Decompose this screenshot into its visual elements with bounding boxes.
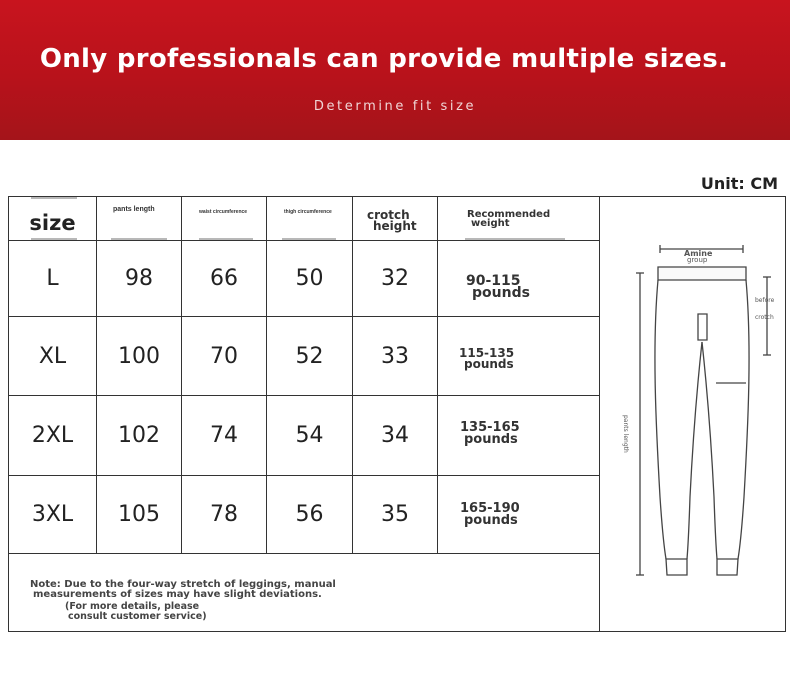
right-label-1: before	[755, 297, 775, 304]
cell-thigh: 56	[295, 502, 324, 527]
unit-label: Unit: CM	[700, 174, 778, 193]
cell-weight-range: 165-190	[460, 501, 520, 516]
cell-pants-length: 102	[118, 423, 160, 448]
header-banner	[0, 0, 790, 140]
header-underline	[31, 238, 77, 240]
cell-weight-unit: pounds	[464, 432, 518, 447]
note-line: Note: Due to the four-way stretch of leggings, manual	[30, 579, 336, 590]
header-underline	[199, 238, 253, 240]
cell-weight-unit: pounds	[472, 285, 530, 301]
note-line: consult customer service)	[68, 611, 207, 622]
left-leg-outer	[655, 280, 666, 559]
cell-thigh: 50	[295, 266, 324, 291]
header-thigh: thigh circumference	[284, 209, 332, 215]
cell-crotch: 32	[381, 266, 409, 291]
cell-size: L	[46, 266, 59, 291]
header-size: size	[29, 211, 76, 235]
right-leg-inner	[702, 342, 717, 559]
header-underline	[111, 238, 167, 240]
header-crotch-line2: height	[373, 219, 417, 233]
cell-waist: 78	[210, 502, 238, 527]
front-seam	[698, 314, 707, 340]
left-cuff	[666, 559, 687, 575]
header-weight-line1: Recommended	[467, 209, 551, 220]
cell-crotch: 33	[381, 343, 409, 369]
cell-size: XL	[38, 343, 67, 369]
note-line: measurements of sizes may have slight deviations.	[33, 589, 322, 600]
left-leg-inner	[687, 342, 702, 559]
cell-thigh: 54	[295, 423, 324, 448]
header-weight-line2: weight	[471, 218, 510, 229]
length-label: pants length	[622, 415, 629, 453]
waist-label-line1: Amine	[684, 249, 713, 258]
headline: Only professionals can provide multiple sizes.	[39, 44, 729, 74]
cell-waist: 70	[210, 343, 238, 369]
cell-pants-length: 98	[125, 266, 153, 291]
right-cuff	[717, 559, 738, 575]
right-label-2: crotch	[755, 314, 774, 321]
cell-waist: 66	[210, 266, 238, 291]
cell-size: 3XL	[31, 502, 74, 527]
cell-crotch: 35	[381, 502, 409, 527]
right-leg-outer	[738, 280, 749, 559]
cell-weight-range: 115-135	[459, 346, 515, 360]
cell-waist: 74	[210, 423, 238, 448]
cell-weight-range: 90-115	[466, 273, 521, 289]
size-chart-table	[8, 196, 786, 632]
cell-crotch: 34	[381, 423, 409, 448]
header-crotch-line1: crotch	[367, 208, 410, 222]
cell-size: 2XL	[31, 423, 74, 448]
row-divider	[9, 553, 599, 554]
cell-weight-unit: pounds	[464, 513, 518, 528]
header-underline	[465, 238, 565, 240]
header-underline	[282, 238, 336, 240]
cell-weight-range: 135-165	[460, 420, 520, 435]
waistband-outline	[658, 267, 746, 280]
cell-pants-length: 100	[118, 343, 160, 369]
cell-thigh: 52	[295, 343, 324, 369]
column-divider	[437, 197, 438, 553]
cell-weight-unit: pounds	[464, 357, 514, 371]
header-underline	[31, 197, 77, 199]
cell-pants-length: 105	[118, 502, 160, 527]
subheading: Determine fit size	[313, 99, 477, 114]
header-pants-length: pants length	[113, 206, 155, 213]
waist-label-line2: group	[687, 256, 708, 264]
header-waist: waist circumference	[199, 209, 248, 215]
note-line: (For more details, please	[65, 601, 200, 612]
